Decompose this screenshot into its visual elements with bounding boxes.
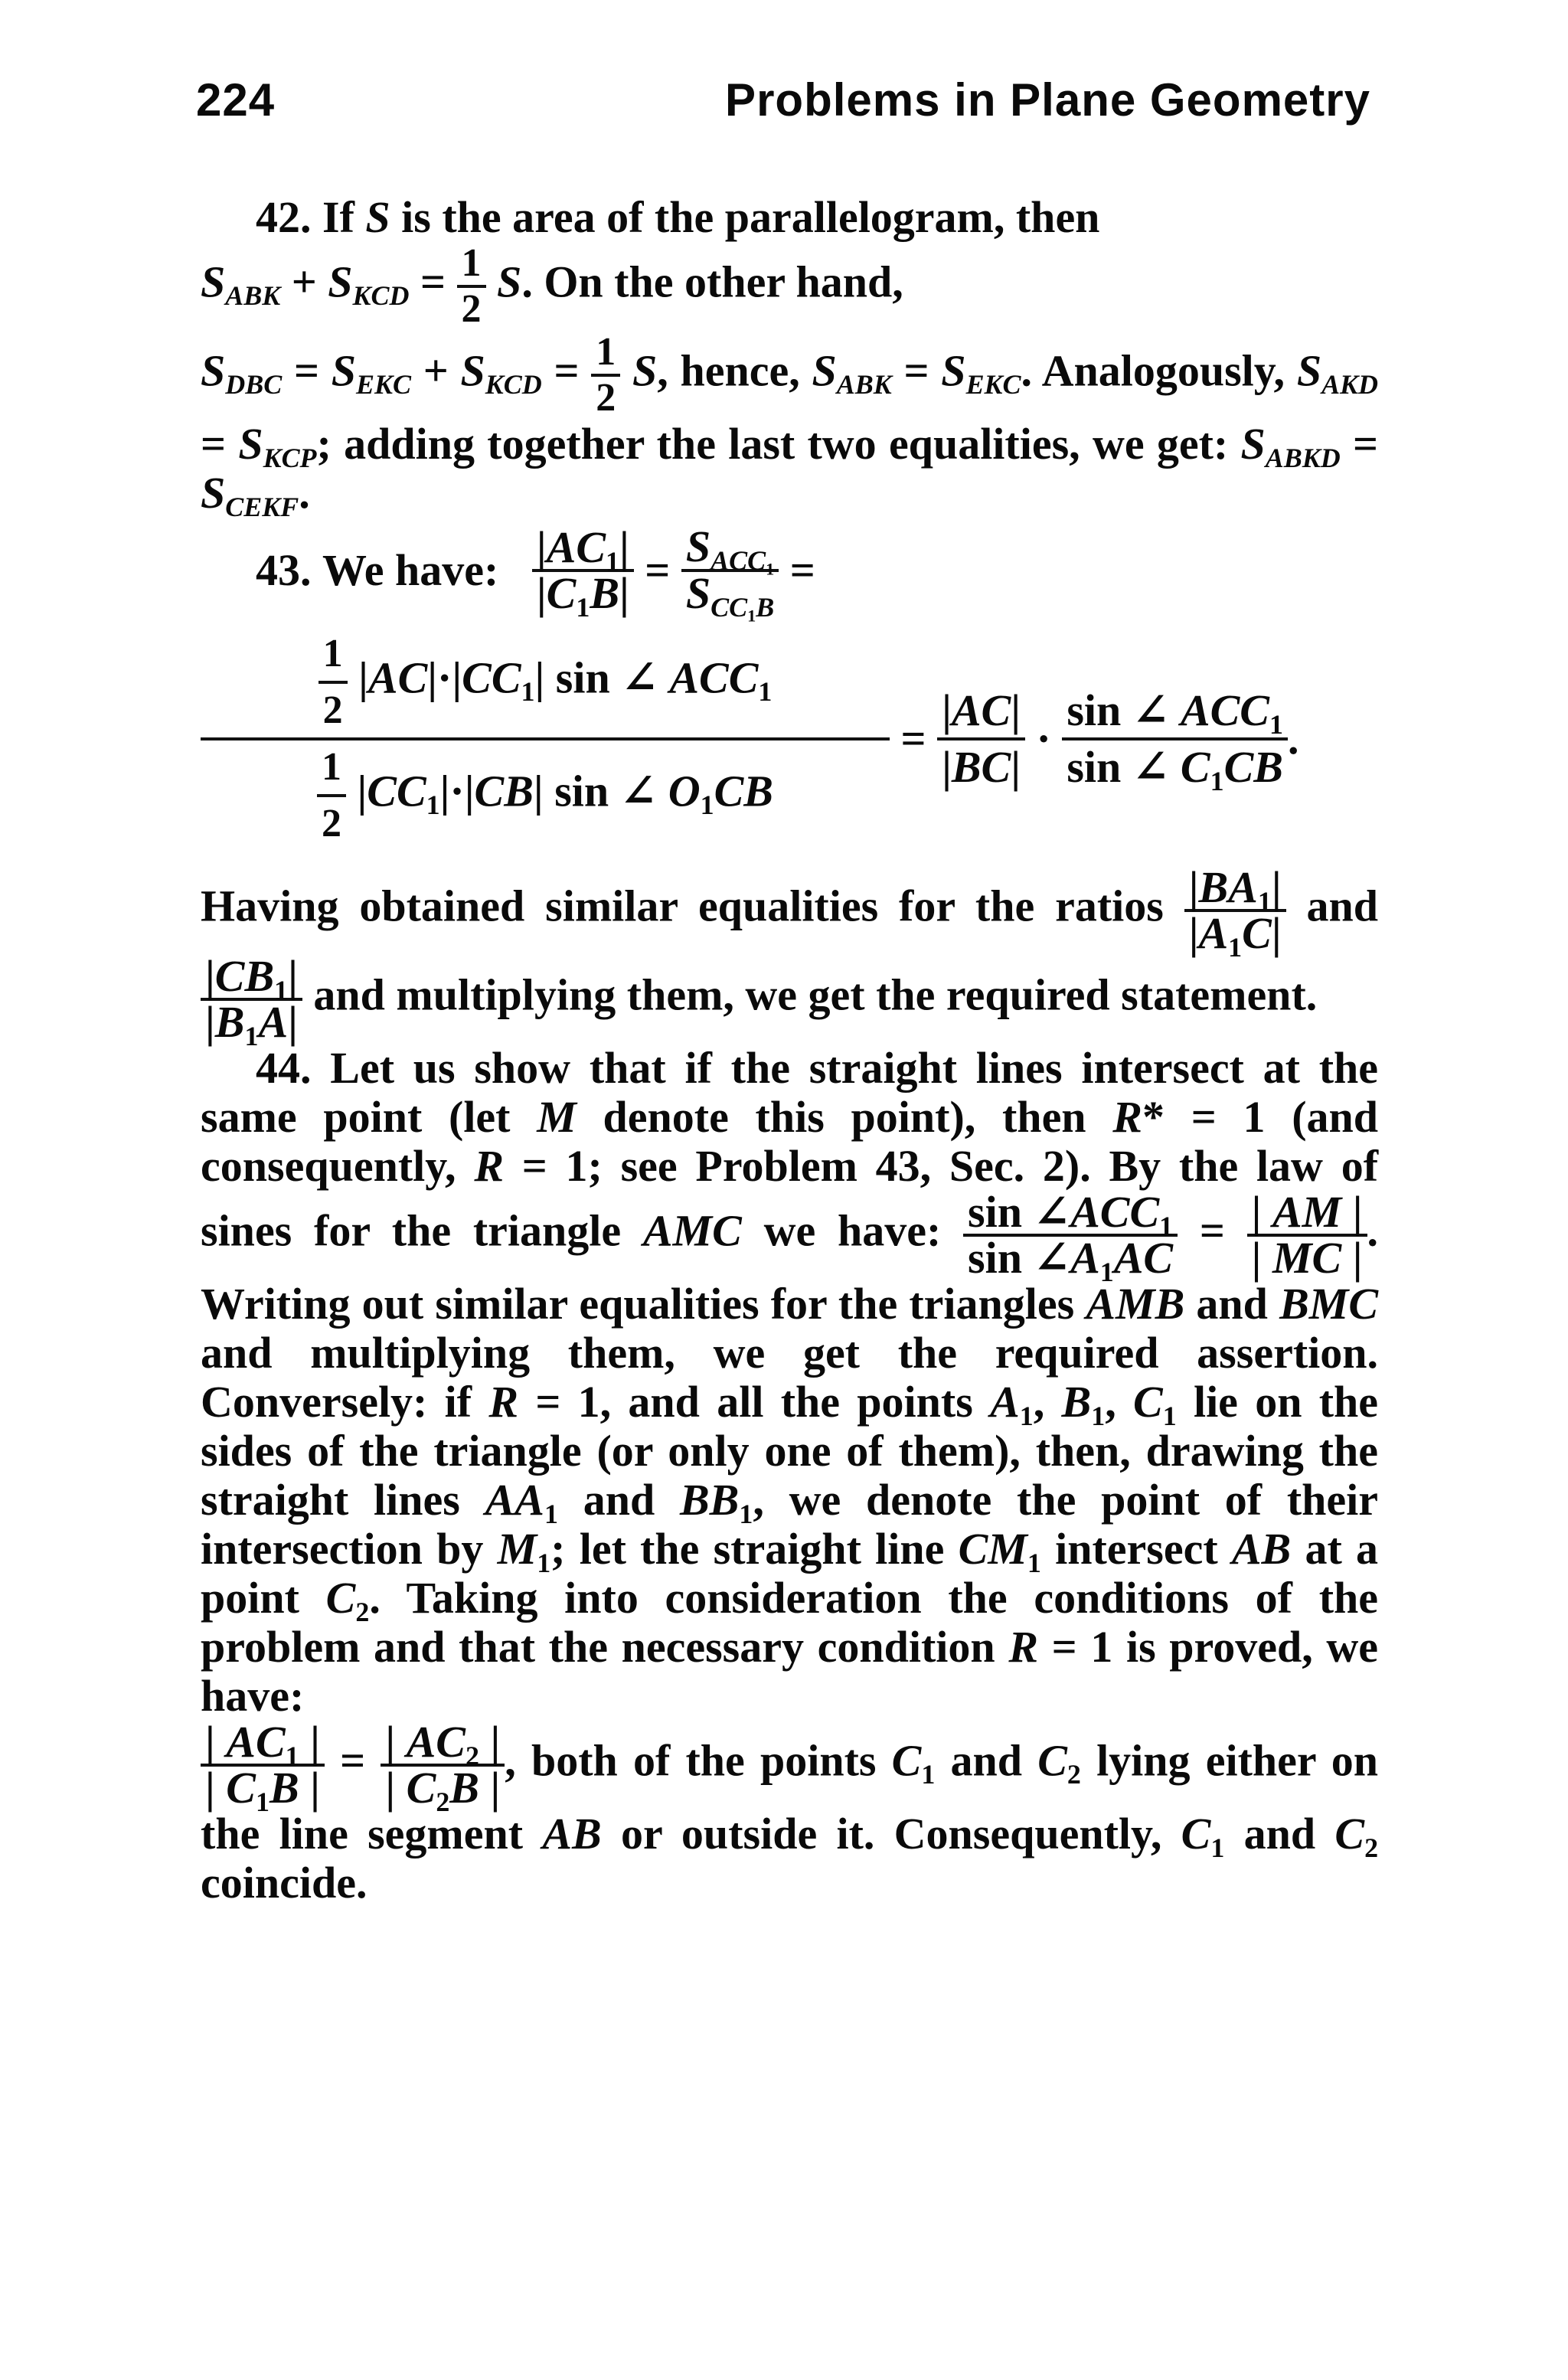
formula-line: $S_{DBC} = S_{EKC} + S_{KCD}$ = $\frac{1}{2}$ S, hence, $S_{ABK} = S_{EKC}$. Analogously, $S_{AKD} = S_{KCP}$; adding together the last two equalities, we get: $S_{ABKD} = S_{CEKF}$. [201, 330, 1379, 522]
problem-44: 44. Let us show that if the straight lines intersect at the same point (let M denote this point), then R* = 1 (and consequently, R = 1; see Problem 43, Sec. 2). By the law of sines for the triangle AMC we have: $\frac{\sin \angle ACC_1}{\sin \angle A_1AC}$ = $\frac{| AM |}{| MC |}$ . Writing out similar equalities for the triangles AMB and BMC and multiplying them, we get the required assertion. Conversely: if R = 1, and all the points $A_1$, $B_1$, $C_1$ lie on the sides of the triangle (or only one of them), then, drawing the straight lines $AA_1$ and $BB_1$, we denote the point of their intersection by $M_1$; let the straight line $CM_1$ intersect AB at a point $C_2$. Taking into consideration the conditions of the problem and that the necessary condition R = 1 is proved, we have: [201, 1042, 1379, 1721]
problem-number: 44. [256, 1042, 312, 1093]
running-title: Problems in Plane Geometry [725, 74, 1370, 126]
problem-43-text: Having obtained similar equalities for the ratios $\frac{|BA_1|}{|A_1C|}$ and $\frac{|CB_1|}{|B_1A|}$ and multiplying them, we get the required statement. [201, 861, 1379, 1051]
formula-line: $S_{ABK} + S_{KCD}$ = $\frac{1}{2}$ S. On the other hand, [201, 241, 903, 331]
problem-43: 43. We have: $\frac{|AC_1|}{|C_1B|}$ = $\frac{S_{ACC_1}}{S_{CC_1B}}$ = [256, 521, 815, 626]
problem-number: 43. [256, 545, 312, 596]
ratio-formula: $\frac{1}{2}$ $|AC|\cdot|CC_1|$ sin ∠ $ACC_1$ $\frac{1}{2}$ $|CC_1|\cdot|CB|$ sin ∠ $O_1CB$ = $\frac{|AC|}{|BC|}$ · $\frac{\sin \angle ACC_1}{\sin \angle C_1CB}$ . [201, 627, 1378, 851]
page-header [196, 74, 1370, 135]
problem-42: 42. If S is the area of the parallelogram, then [256, 192, 1100, 242]
page-number: 224 [196, 74, 276, 126]
problem-number: 42. [256, 192, 312, 242]
problem-44-end: $\frac{| AC_1 |}{| C_1B |}$ = $\frac{| AC_2 |}{| C_2B |}$ , both of the points $C_1$ and $C_2$ lying either on the line segment AB or outside it. Consequently, $C_1$ and $C_2$ coincide. [201, 1716, 1379, 1908]
page-body [201, 193, 1378, 1908]
